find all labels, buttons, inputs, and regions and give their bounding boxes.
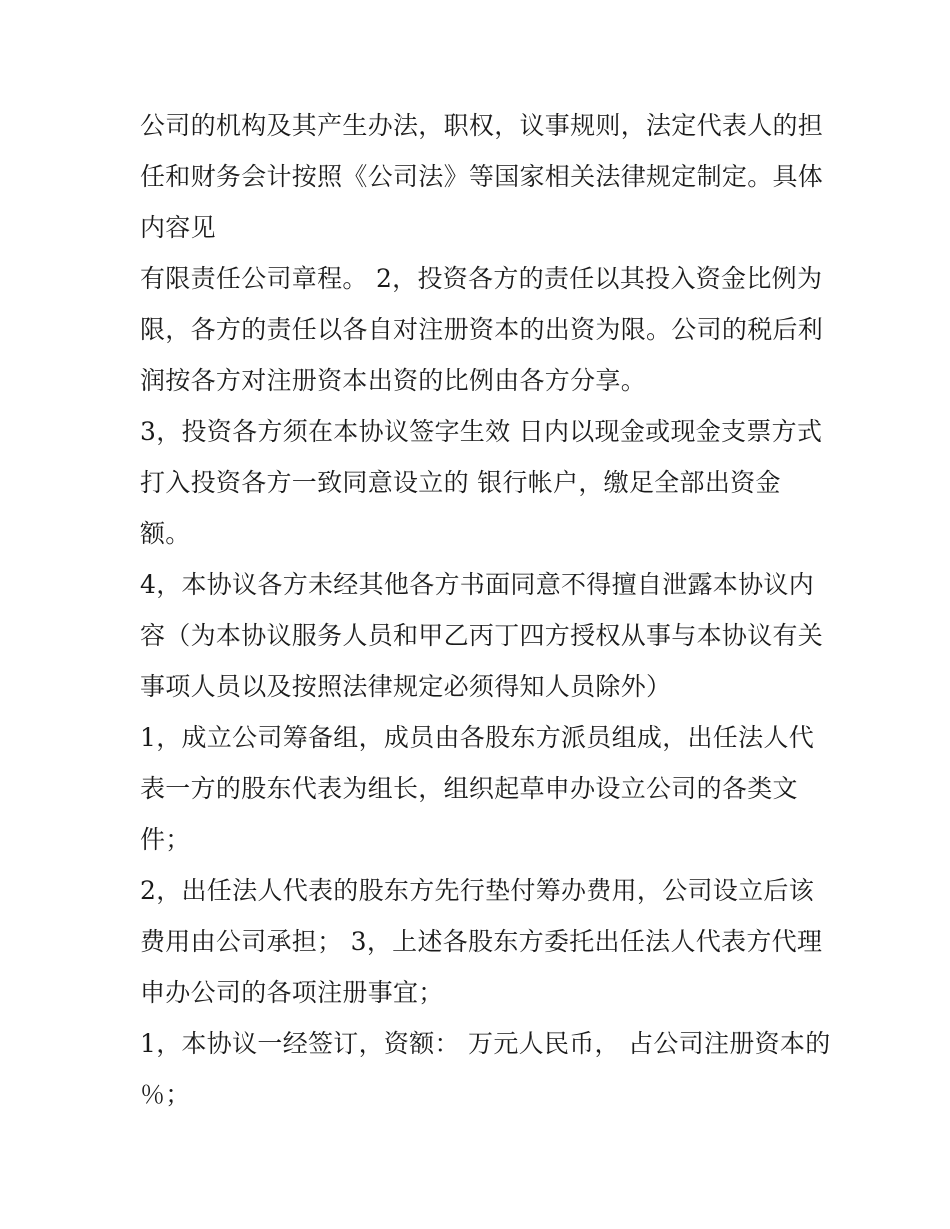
text-line: 任和财务会计按照《公司法》等国家相关法律规定制定。具体 bbox=[140, 162, 824, 191]
text-line: ％； bbox=[140, 1080, 191, 1109]
text-line: 4，本协议各方未经其他各方书面同意不得擅自泄露本协议内 bbox=[140, 570, 815, 599]
text-line: 1，成立公司筹备组，成员由各股东方派员组成，出任法人代 bbox=[140, 723, 815, 752]
text-line: 限，各方的责任以各自对注册资本的出资为限。公司的税后利 bbox=[140, 315, 824, 344]
text-line: 额。 bbox=[140, 519, 191, 548]
text-line: 公司的机构及其产生办法，职权，议事规则，法定代表人的担 bbox=[140, 111, 824, 140]
text-line: 申办公司的各项注册事宜； bbox=[140, 978, 444, 1007]
text-line: 打入投资各方一致同意设立的 银行帐户，缴足全部出资金 bbox=[140, 468, 781, 497]
text-line: 3，投资各方须在本协议签字生效 日内以现金或现金支票方式 bbox=[140, 417, 823, 446]
text-line: 内容见 bbox=[140, 213, 216, 242]
text-line: 表一方的股东代表为组长，组织起草申办设立公司的各类文 bbox=[140, 774, 798, 803]
text-line: 件； bbox=[140, 825, 191, 854]
text-line: 2，出任法人代表的股东方先行垫付筹办费用，公司设立后该 bbox=[140, 876, 815, 905]
document-body bbox=[140, 100, 831, 1120]
text-line: 有限责任公司章程。 2，投资各方的责任以其投入资金比例为 bbox=[140, 264, 823, 293]
text-line: 润按各方对注册资本出资的比例由各方分享。 bbox=[140, 366, 647, 395]
text-line: 事项人员以及按照法律规定必须得知人员除外） bbox=[140, 672, 672, 701]
text-line: 容（为本协议服务人员和甲乙丙丁四方授权从事与本协议有关 bbox=[140, 621, 824, 650]
text-line: 1，本协议一经签订，资额： 万元人民币， 占公司注册资本的 bbox=[140, 1029, 831, 1058]
text-line: 费用由公司承担； 3，上述各股东方委托出任法人代表方代理 bbox=[140, 927, 823, 956]
